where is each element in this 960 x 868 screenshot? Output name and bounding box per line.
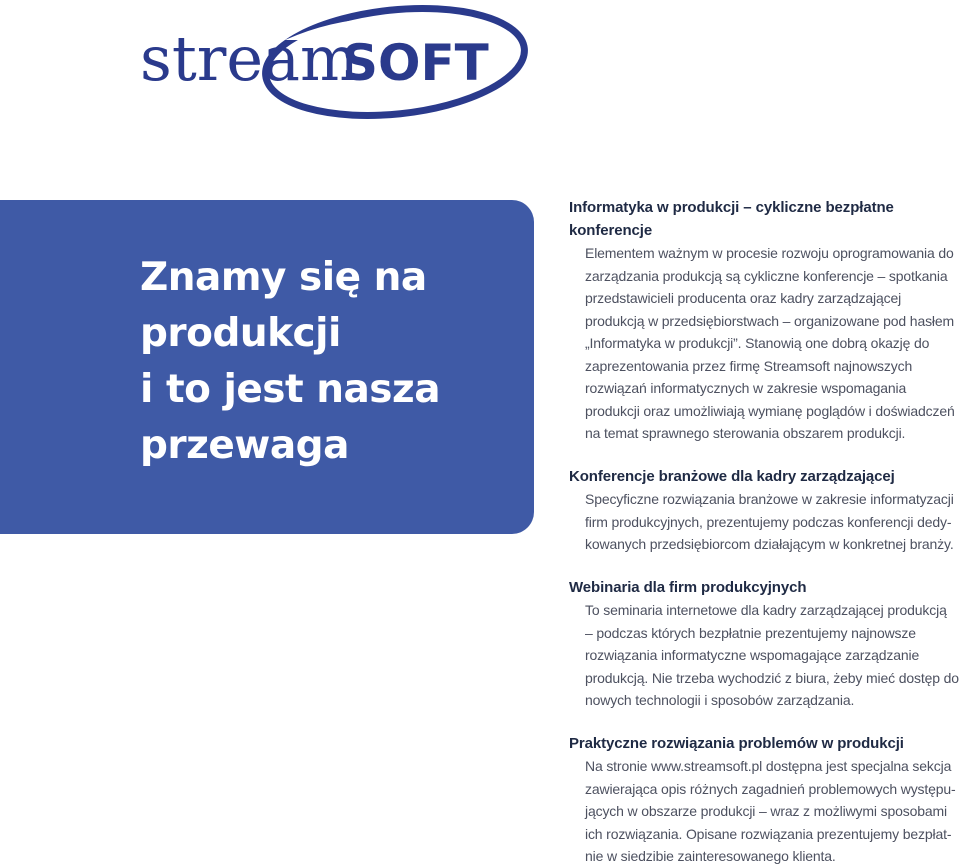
- body-line: produkcji oraz umożliwiają wymianę poglądów i doświadczeń: [585, 402, 955, 419]
- body-line: nie w siedzibie zainteresowanego klienta.: [585, 848, 836, 864]
- body-line: rozwiązań informatycznych w zakresie wspomagania: [585, 380, 907, 396]
- body-line: Elementem ważnym w procesie rozwoju oprogramowania do: [585, 245, 954, 261]
- headline-line: produkcji: [140, 311, 341, 356]
- streamsoft-logo: [135, 0, 535, 120]
- section-webinars: [569, 576, 959, 712]
- body-line: kowanych przedsiębiorcom działającym w konkretnej branży.: [585, 536, 954, 552]
- body-line: produkcją w przedsiębiorstwach – organizowane pod hasłem: [585, 312, 955, 329]
- body-line: ich rozwiązania. Opisane rozwiązania prezentujemy bezpłat-: [585, 825, 952, 842]
- body-line: jących w obszarze produkcji – wraz z możliwymi sposobami: [585, 803, 947, 819]
- section-industry-conferences: [569, 465, 954, 556]
- body-line: – podczas których bezpłatnie prezentujemy najnowsze: [585, 624, 916, 641]
- logo-text-light: stream: [140, 22, 359, 95]
- body-line: przedstawicieli producenta oraz kadry zarządzającej: [585, 290, 902, 306]
- body-line: zawierająca opis różnych zagadnień problemowych występu-: [585, 780, 956, 797]
- section-body: [569, 599, 959, 712]
- section-conferences-cyclic: [569, 196, 955, 445]
- section-title: Praktyczne rozwiązania problemów w produkcji: [569, 735, 904, 752]
- body-line: Specyficzne rozwiązania branżowe w zakresie informatyzacji: [585, 491, 954, 507]
- headline-line: i to jest nasza: [140, 367, 441, 412]
- headline-line: Znamy się na: [140, 255, 427, 300]
- body-line: Na stronie www.streamsoft.pl dostępna jest specjalna sekcja: [585, 758, 952, 774]
- section-practical-solutions: [569, 732, 956, 868]
- section-title-line: Informatyka w produkcji – cykliczne bezpłatne: [569, 199, 894, 216]
- headline: [140, 250, 520, 474]
- headline-line: przewaga: [140, 423, 349, 468]
- section-title: Webinaria dla firm produkcyjnych: [569, 579, 807, 596]
- body-line: To seminaria internetowe dla kadry zarządzającej produkcją: [585, 602, 947, 618]
- section-title: Konferencje branżowe dla kadry zarządzającej: [569, 468, 895, 485]
- body-line: zaprezentowania przez firmę Streamsoft najnowszych: [585, 357, 913, 374]
- streamsoft-logo-graphic: [135, 0, 535, 120]
- section-title-line: konferencje: [569, 222, 653, 239]
- body-line: rozwiązania informatyczne wspomagające zarządzanie: [585, 647, 920, 663]
- body-line: zarządzania produkcją są cykliczne konferencje – spotkania: [585, 267, 948, 284]
- body-line: nowych technologii i sposobów zarządzania.: [585, 692, 855, 708]
- section-body: [569, 242, 955, 445]
- section-body: [569, 488, 954, 556]
- body-line: „Informatyka w produkcji”. Stanowią one dobrą okazję do: [585, 335, 930, 351]
- body-line: na temat sprawnego sterowania obszarem produkcji.: [585, 425, 906, 441]
- body-line: produkcją. Nie trzeba wychodzić z biura, żeby mieć dostęp do: [585, 669, 959, 686]
- logo-text-bold: SOFT: [342, 34, 489, 92]
- section-title: [569, 196, 955, 242]
- section-body: [569, 755, 956, 868]
- body-line: firm produkcyjnych, prezentujemy podczas konferencji dedy-: [585, 513, 952, 530]
